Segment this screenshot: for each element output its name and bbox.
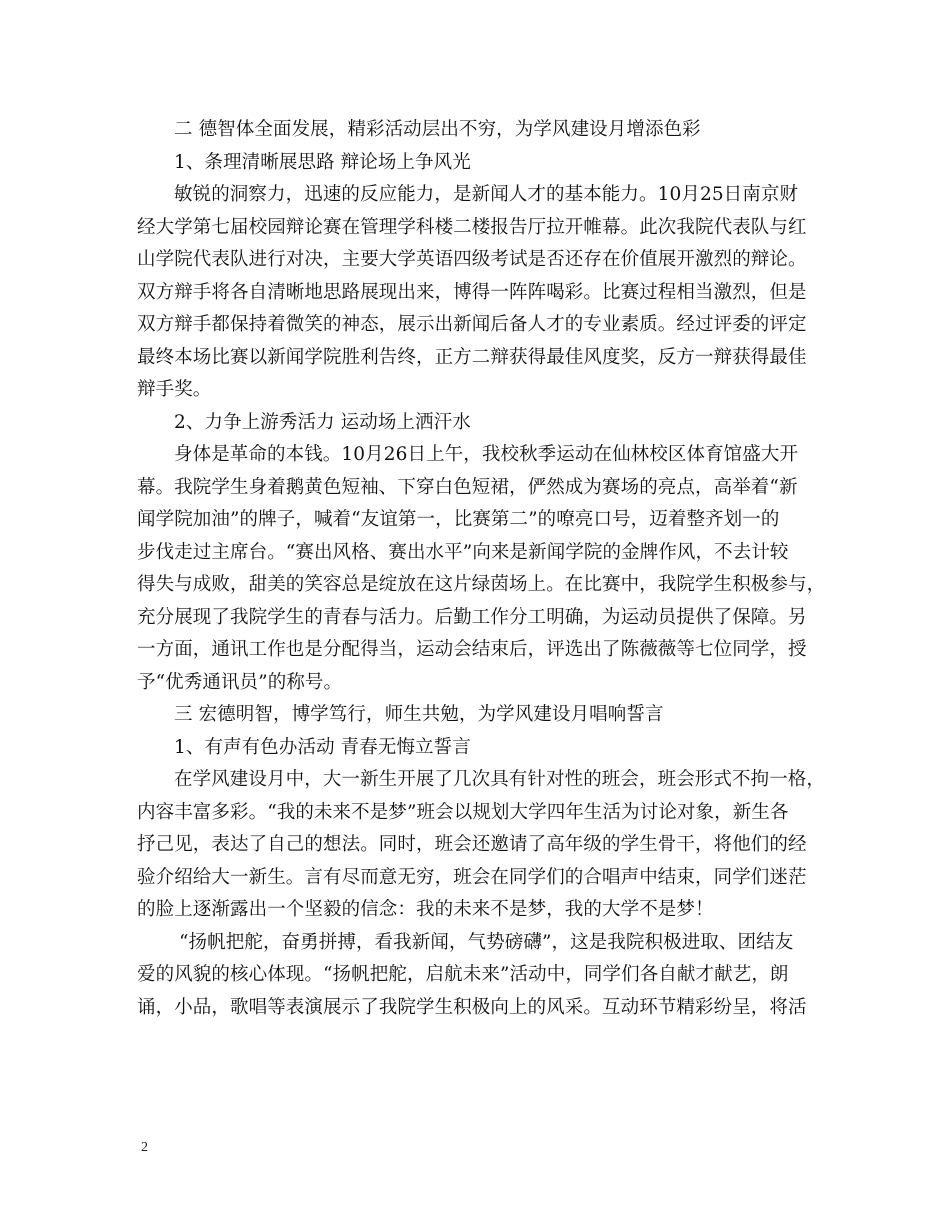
- paragraph-line: 爱的风貌的核心体现。“扬帆把舵，启航未来”活动中，同学们各自献才献艺，朗: [137, 964, 789, 985]
- section-heading: 二 德智体全面发展，精彩活动层出不穷，为学风建设月增添色彩: [174, 119, 701, 140]
- paragraph-line: 敏锐的洞察力，迅速的反应能力，是新闻人才的基本能力。10月25日南京财: [174, 184, 799, 205]
- paragraph-line: 步伐走过主席台。“赛出风格、赛出水平”向来是新闻学院的金牌作风，不去计较: [137, 541, 789, 563]
- paragraph-line: 在学风建设月中，大一新生开展了几次具有针对性的班会，班会形式不拘一格，: [174, 769, 826, 790]
- paragraph-line: 闻学院加油”的牌子，喊着“友谊第一，比赛第二”的嘹亮口号，迈着整齐划一的: [137, 509, 780, 530]
- paragraph-line: 验介绍给大一新生。言有尽而意无穷，班会在同学们的合唱声中结束，同学们迷茫: [137, 866, 807, 888]
- paragraph-line: “扬帆把舵，奋勇拼搏，看我新闻，气势磅礴”，这是我院积极进取、团结友: [179, 931, 794, 953]
- paragraph-line: 抒己见，表达了自己的想法。同时，班会还邀请了高年级的学生骨干，将他们的经: [137, 834, 807, 855]
- paragraph-line: 最终本场比赛以新闻学院胜利告终，正方二辩获得最佳风度奖，反方一辩获得最佳: [137, 346, 807, 368]
- paragraph-line: 得失与成败，甜美的笑容总是绽放在这片绿茵场上。在比赛中，我院学生积极参与，: [137, 574, 826, 595]
- paragraph-line: 双方辩手将各自清晰地思路展现出来，博得一阵阵喝彩。比赛过程相当激烈，但是: [137, 281, 807, 303]
- paragraph-line: 一方面，通讯工作也是分配得当，运动会结束后，评选出了陈薇薇等七位同学，授: [137, 639, 807, 660]
- paragraph-line: 辩手奖。: [137, 379, 212, 400]
- paragraph-line: 诵，小品，歌唱等表演展示了我院学生积极向上的风采。互动环节精彩纷呈，将活: [137, 996, 807, 1018]
- paragraph-line: 内容丰富多彩。“我的未来不是梦”班会以规划大学四年生活为讨论对象，新生各: [137, 801, 789, 823]
- paragraph-line: 充分展现了我院学生的青春与活力。后勤工作分工明确，为运动员提供了保障。另: [137, 606, 807, 628]
- paragraph-line: 予“优秀通讯员”的称号。: [137, 671, 343, 693]
- subsection-heading: 1、条理清晰展思路 辩论场上争风光: [174, 151, 471, 173]
- paragraph-line: 双方辩手都保持着微笑的神态，展示出新闻后备人才的专业素质。经过评委的评定: [137, 314, 807, 335]
- section-heading: 三 宏德明智，博学笃行，师生共勉，为学风建设月唱响誓言: [174, 704, 664, 725]
- subsection-heading: 1、有声有色办活动 青春无悔立誓言: [174, 736, 471, 758]
- subsection-heading: 2、力争上游秀活力 运动场上洒汗水: [174, 411, 471, 433]
- paragraph-line: 身体是革命的本钱。10月26日上午，我校秋季运动在仙林校区体育馆盛大开: [174, 444, 799, 465]
- paragraph-line: 的脸上逐渐露出一个坚毅的信念：我的未来不是梦，我的大学不是梦！: [137, 899, 714, 920]
- paragraph-line: 山学院代表队进行对决，主要大学英语四级考试是否还存在价值展开激烈的辩论。: [137, 249, 807, 270]
- document-body: [137, 114, 826, 1024]
- paragraph-line: 幕。我院学生身着鹅黄色短袖、下穿白色短裙，俨然成为赛场的亮点，高举着“新: [137, 476, 798, 498]
- page-number: 2: [141, 1140, 148, 1155]
- paragraph-line: 经大学第七届校园辩论赛在管理学科楼二楼报告厅拉开帷幕。此次我院代表队与红: [137, 216, 807, 238]
